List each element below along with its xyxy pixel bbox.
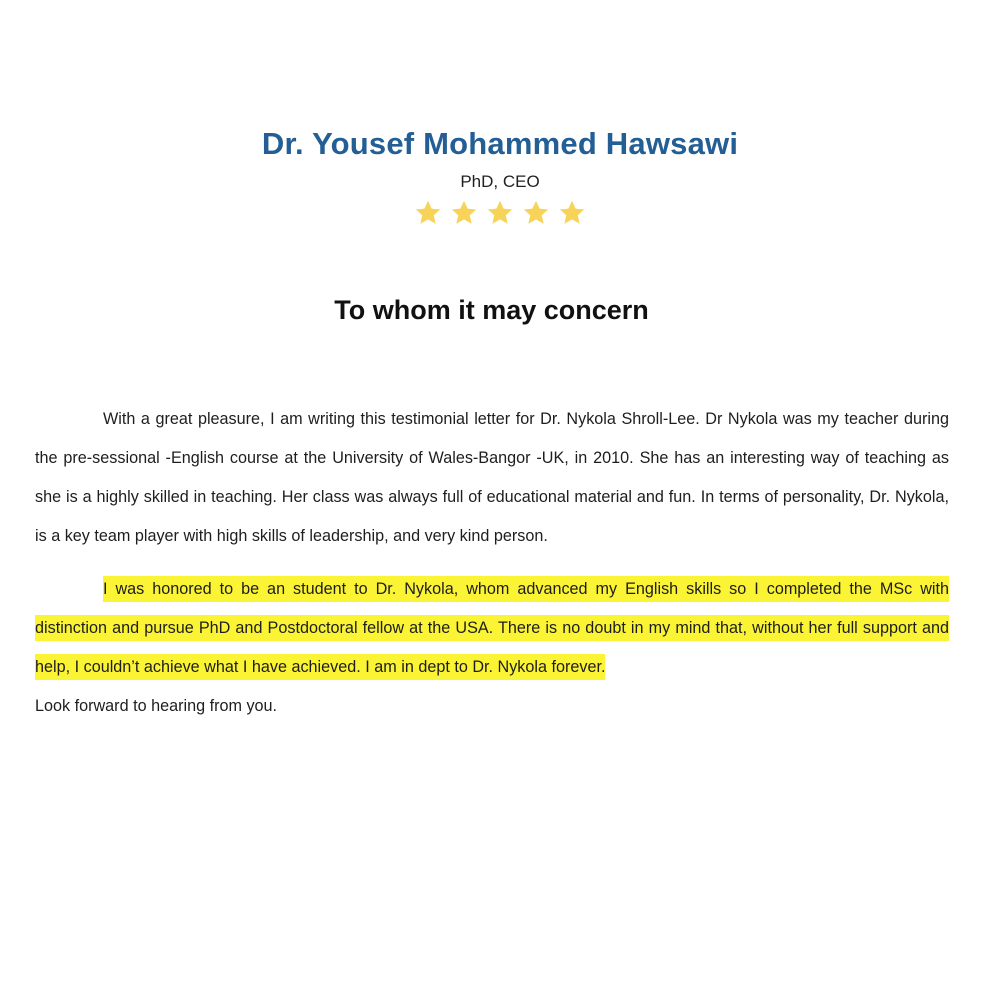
letter-closing: Look forward to hearing from you.: [35, 697, 278, 715]
letter-title: To whom it may concern: [334, 295, 649, 325]
author-credentials: PhD, CEO: [460, 172, 540, 191]
star-icon: [413, 198, 443, 228]
star-icon: [449, 198, 479, 228]
star-icon: [485, 198, 515, 228]
letter-paragraph-intro: With a great pleasure, I am writing this testimonial letter for Dr. Nykola Shroll-Lee. Dr Nykola was my teacher during the pre-sessional -English course at the University of Wales-Bangor -UK, in 2010. She has an interesting way of teaching as she is a highly skilled in teaching. Her class was always full of educational material and fun. In terms of personality, Dr. Nykola, is a key team player with high skills of leadership, and very kind person.: [35, 410, 949, 545]
testimonial-header: [0, 124, 1000, 228]
letter-paragraph-highlighted: [35, 570, 949, 687]
letter-body: [35, 400, 949, 726]
star-icon: [521, 198, 551, 228]
star-icon: [557, 198, 587, 228]
author-name: Dr. Yousef Mohammed Hawsawi: [261, 126, 739, 161]
highlighted-text: I was honored to be an student to Dr. Nykola, whom advanced my English skills so I completed the MSc with distinction and pursue PhD and Postdoctoral fellow at the USA. There is no doubt in my mind that, without her full support and help, I couldn’t achieve what I have achieved. I am in dept to Dr. Nykola forever.: [35, 576, 949, 680]
star-rating: [0, 198, 1000, 228]
